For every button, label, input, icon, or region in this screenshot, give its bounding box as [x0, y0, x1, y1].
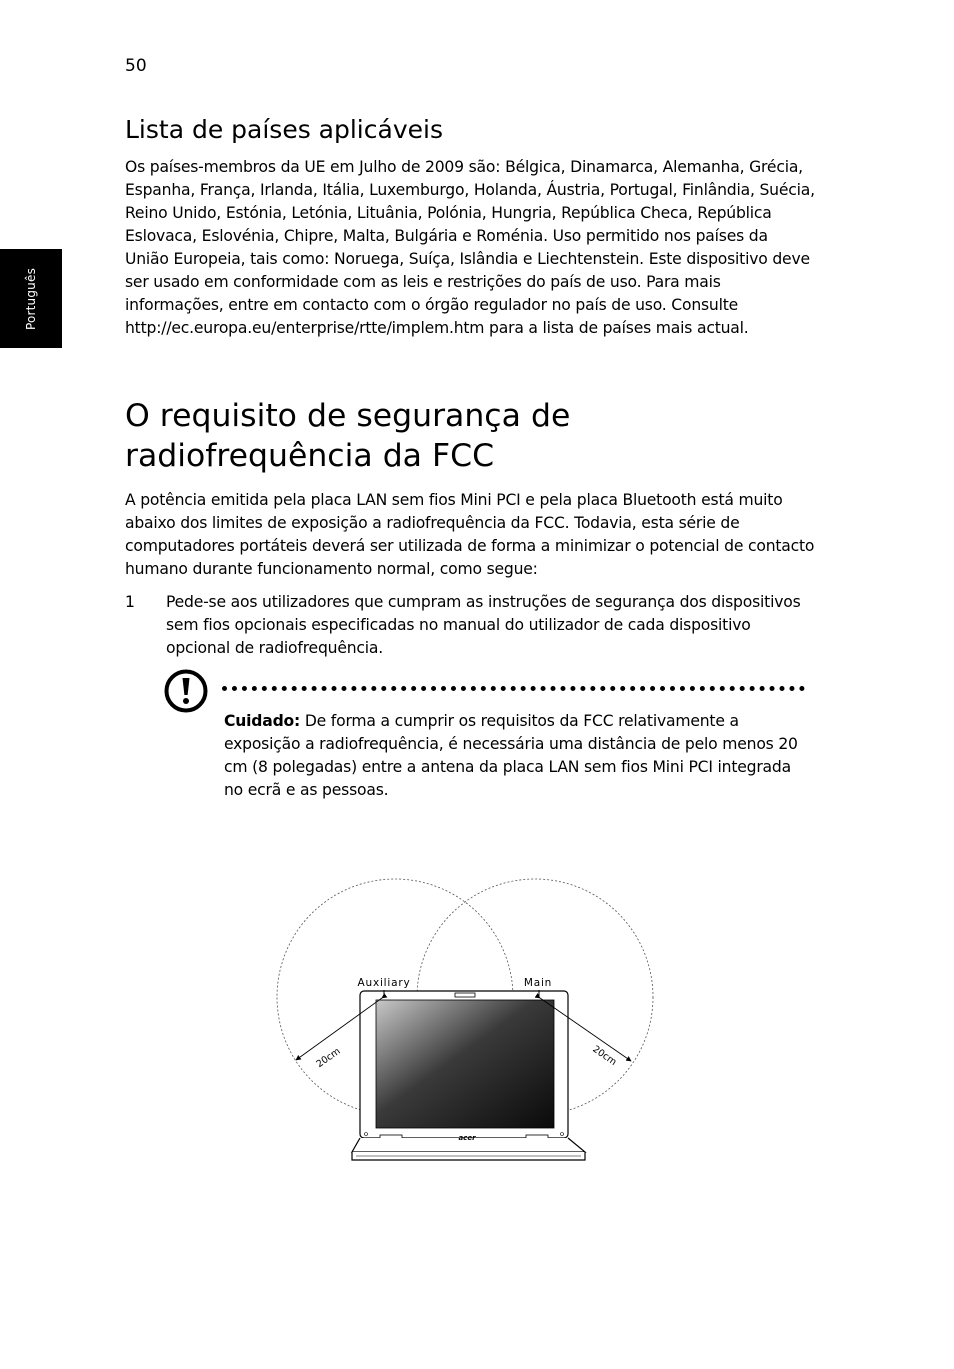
right-distance-label: 20cm [590, 1043, 619, 1069]
section-title-countries: Lista de países aplicáveis [125, 115, 443, 144]
language-tab [0, 249, 62, 348]
list-item-text: Pede-se aos utilizadores que cumpram as instruções de segurança dos dispositivos sem fios opcionais especificadas no manual do utilizador de cada dispositivo opcional de radiofrequência. [166, 593, 801, 657]
auxiliary-label: Auxiliary [357, 977, 411, 989]
page-number: 50 [125, 56, 147, 76]
exclamation-icon [163, 668, 209, 714]
list-item-number: 1 [125, 593, 135, 611]
left-distance-label: 20cm [314, 1045, 343, 1071]
section-title-fcc: O requisito de segurança de radiofrequência da FCC [125, 398, 571, 474]
caution-divider [222, 686, 805, 691]
countries-paragraph: Os países-membros da UE em Julho de 2009 são: Bélgica, Dinamarca, Alemanha, Grécia, Espanha, França, Irlanda, Itália, Luxemburgo, Holanda, Áustria, Portugal, Finlândia, Suécia, Reino Unido, Estónia, Letónia, Lituânia, Polónia, Hungria, República Checa, República Eslovaca, Eslovénia, Chipre, Malta, Bulgária e Roménia. Uso permitido nos países da União Europeia, tais como: Noruega, Suíça, Islândia e Liechtenstein. Este dispositivo deve ser usado em conformidade com as leis e restrições do país de uso. Para mais informações, entre em contacto com o órgão regulador no país de uso. Consulte http://ec.europa.eu/enterprise/rtte/implem.htm para a lista de países mais actual. [125, 158, 815, 337]
caution-note [224, 710, 809, 802]
language-tab-label: Português [24, 267, 38, 331]
main-label: Main [523, 977, 553, 989]
caution-text: De forma a cumprir os requisitos da FCC relativamente a exposição a radiofrequência, é necessária uma distância de pelo menos 20 cm (8 polegadas) entre a antena da placa LAN sem fios Mini PCI integrada no ecrã e as pessoas. [224, 712, 798, 799]
brand-logo-text: acer [458, 1134, 476, 1142]
antenna-distance-diagram [270, 870, 670, 1170]
caution-label: Cuidado: [224, 712, 301, 730]
fcc-paragraph: A potência emitida pela placa LAN sem fios Mini PCI e pela placa Bluetooth está muito abaixo dos limites de exposição a radiofrequência da FCC. Todavia, esta série de computadores portáteis deverá ser utilizada de forma a minimizar o potencial de contacto humano durante funcionamento normal, como segue: [125, 491, 815, 578]
